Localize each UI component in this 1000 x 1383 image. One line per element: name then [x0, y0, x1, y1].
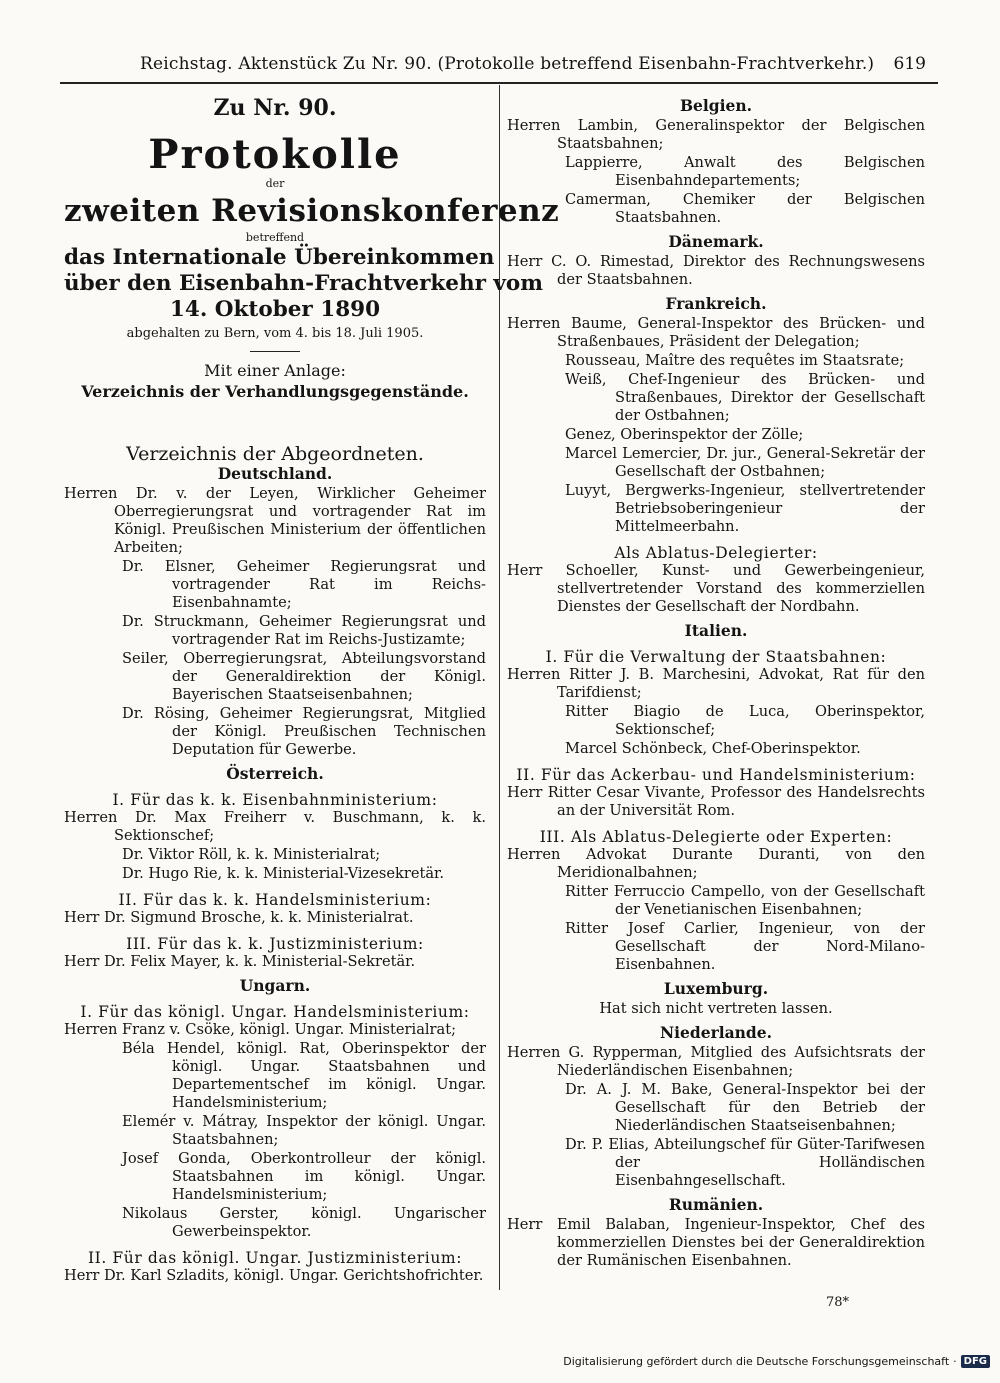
delegate-entry: Dr. Struckmann, Geheimer Regierungsrat und vortragender Rat im Reichs-Justizamte; [122, 613, 486, 648]
delegate-entry: Marcel Lemercier, Dr. jur., General-Sekretär der Gesellschaft der Ostbahnen; [565, 445, 925, 480]
column-divider [499, 85, 500, 1290]
delegate-entry: Herr Dr. Sigmund Brosche, k. k. Ministerialrat. [64, 909, 414, 926]
page-number: 619 [893, 54, 926, 74]
header-text: Reichstag. Aktenstück Zu Nr. 90. (Protokolle betreffend Eisenbahn-Frachtverkehr.) [140, 54, 875, 74]
country-heading-luxembourg: Luxemburg. [663, 979, 769, 998]
conference-title: zweiten Revisionskonferenz [64, 193, 560, 229]
country-heading-austria: Österreich. [226, 764, 324, 783]
delegate-entry: Herren Advokat Durante Duranti, von den Meridionalbahnen; [507, 846, 925, 881]
delegate-entry: Seiler, Oberregierungsrat, Abteilungsvorstand der Generaldirektion der Königl. Bayerischen Staatseisenbahnen; [122, 650, 486, 703]
delegate-entry: Béla Hendel, königl. Rat, Oberinspektor der königl. Ungar. Staatsbahnen und Departementschef im königl. Ungar. Handelsministerium; [122, 1040, 486, 1111]
delegate-entry: Herr Ritter Cesar Vivante, Professor des Handelsrechts an der Universität Rom. [507, 784, 925, 819]
delegate-entry: Camerman, Chemiker der Belgischen Staatsbahnen. [565, 191, 925, 226]
delegate-entry: Dr. Hugo Rie, k. k. Ministerial-Vizesekretär. [122, 865, 445, 882]
country-heading-belgium: Belgien. [679, 96, 753, 115]
delegate-entry: Herr Schoeller, Kunst- und Gewerbeingenieur, stellvertretender Vorstand des kommerziellen Dienstes der Gesellschaft der Nordbahn. [507, 562, 925, 615]
title-der: der [265, 177, 285, 190]
delegate-entry: Lappierre, Anwalt des Belgischen Eisenbahndepartements; [565, 154, 925, 189]
separator-dot: · [953, 1355, 957, 1368]
delegate-entry: Ritter Biagio de Luca, Oberinspektor, Sektionschef; [565, 703, 925, 738]
country-heading-france: Frankreich. [665, 294, 767, 313]
delegate-entry: Nikolaus Gerster, königl. Ungarischer Gewerbeinspektor. [122, 1205, 486, 1240]
delegate-entry: Herren Dr. Max Freiherr v. Buschmann, k. k. Sektionschef; [64, 809, 486, 844]
ministry-heading: I. Für die Verwaltung der Staatsbahnen: [545, 648, 887, 666]
title-betreffend: betreffend [245, 231, 305, 244]
ministry-heading: I. Für das königl. Ungar. Handelsministerium: [80, 1003, 470, 1021]
ministry-heading: III. Als Ablatus-Delegierte oder Experten: [539, 828, 893, 846]
ministry-heading: II. Für das k. k. Handelsministerium: [118, 891, 432, 909]
delegate-entry: Herren Lambin, Generalinspektor der Belgischen Staatsbahnen; [507, 117, 925, 152]
ministry-heading: I. Für das k. k. Eisenbahnministerium: [112, 791, 438, 809]
ministry-heading: II. Für das königl. Ungar. Justizministerium: [87, 1249, 463, 1267]
footer-text: Digitalisierung gefördert durch die Deutsche Forschungsgemeinschaft [563, 1355, 950, 1368]
delegate-entry: Herr Emil Balaban, Ingenieur-Inspektor, Chef des kommerziellen Dienstes bei der Generaldirektion der Rumänischen Eisenbahnen. [507, 1216, 925, 1269]
delegate-entry: Dr. Rösing, Geheimer Regierungsrat, Mitglied der Königl. Preußischen Technischen Deputation für Gewerbe. [122, 705, 486, 758]
annex-title: Verzeichnis der Verhandlungsgegenstände. [81, 382, 469, 401]
delegate-entry: Dr. A. J. M. Bake, General-Inspektor bei der Gesellschaft für den Betrieb der Niederländischen Staatseisenbahnen; [565, 1081, 925, 1134]
delegates-list-title: Verzeichnis der Abgeordneten. [126, 443, 424, 465]
signature-mark: 78* [826, 1295, 850, 1310]
country-heading-italy: Italien. [684, 621, 748, 640]
delegate-entry: Herr Dr. Karl Szladits, königl. Ungar. Gerichtshofrichter. [64, 1267, 484, 1284]
title-divider [250, 351, 300, 352]
delegate-entry: Weiß, Chef-Ingenieur des Brücken- und Straßenbaues, Direktor der Gesellschaft der Ostbahnen; [565, 371, 925, 424]
delegate-role-heading: Als Ablatus-Delegierter: [614, 544, 818, 562]
digitization-footer [563, 1355, 990, 1368]
delegate-entry: Herr Dr. Felix Mayer, k. k. Ministerial-Sekretär. [64, 953, 416, 970]
delegate-entry: Herr C. O. Rimestad, Direktor des Rechnungswesens der Staatsbahnen. [507, 253, 925, 288]
right-column [507, 95, 925, 1271]
delegate-entry: Hat sich nicht vertreten lassen. [599, 1000, 833, 1017]
delegate-entry: Marcel Schönbeck, Chef-Oberinspektor. [565, 740, 861, 757]
country-heading-denmark: Dänemark. [668, 232, 764, 251]
delegate-entry: Genez, Oberinspektor der Zölle; [565, 426, 804, 443]
delegate-entry: Herren Franz v. Csöke, königl. Ungar. Ministerialrat; [64, 1021, 457, 1038]
left-column [64, 95, 560, 1286]
dfg-logo: DFG [961, 1355, 990, 1368]
delegate-entry: Herren Ritter J. B. Marchesini, Advokat, Rat für den Tarifdienst; [507, 666, 925, 701]
subject-line-1: das Internationale Übereinkommen [64, 245, 495, 270]
delegate-entry: Josef Gonda, Oberkontrolleur der königl. Staatsbahnen im königl. Ungar. Handelsministerium; [122, 1150, 486, 1203]
subject-date: 14. Oktober 1890 [169, 297, 381, 322]
country-heading-hungary: Ungarn. [239, 976, 311, 995]
subject-line-2: über den Eisenbahn-Frachtverkehr vom [64, 271, 544, 296]
delegate-entry: Ritter Josef Carlier, Ingenieur, von der Gesellschaft der Nord-Milano-Eisenbahnen. [565, 920, 925, 973]
delegate-entry: Rousseau, Maître des requêtes im Staatsrate; [565, 352, 905, 369]
delegate-entry: Herren G. Rypperman, Mitglied des Aufsichtsrats der Niederländischen Eisenbahnen; [507, 1044, 925, 1079]
delegate-entry: Luyyt, Bergwerks-Ingenieur, stellvertretender Betriebsoberingenieur der Mittelmeerbahn. [565, 482, 925, 535]
venue-line: abgehalten zu Bern, vom 4. bis 18. Juli 1905. [126, 326, 424, 341]
running-header [60, 54, 940, 80]
header-rule [60, 82, 938, 84]
document-number: Zu Nr. 90. [213, 95, 337, 121]
delegate-entry: Herren Dr. v. der Leyen, Wirklicher Geheimer Oberregierungsrat und vortragender Rat im Königl. Preußischen Ministerium der öffentlichen Arbeiten; [64, 485, 486, 556]
delegate-entry: Herren Baume, General-Inspektor des Brücken- und Straßenbaues, Präsident der Delegation; [507, 315, 925, 350]
delegate-entry: Dr. Viktor Röll, k. k. Ministerialrat; [122, 846, 381, 863]
country-heading-netherlands: Niederlande. [659, 1023, 773, 1042]
country-heading-germany: Deutschland. [217, 464, 333, 483]
ministry-heading: III. Für das k. k. Justizministerium: [126, 935, 424, 953]
country-heading-romania: Rumänien. [668, 1195, 764, 1214]
delegate-entry: Ritter Ferruccio Campello, von der Gesellschaft der Venetianischen Eisenbahnen; [565, 883, 925, 918]
ministry-heading: II. Für das Ackerbau- und Handelsministerium: [516, 766, 916, 784]
annex-label: Mit einer Anlage: [204, 361, 346, 380]
document-title: Protokolle [148, 131, 402, 178]
delegate-entry: Elemér v. Mátray, Inspektor der königl. Ungar. Staatsbahnen; [122, 1113, 486, 1148]
delegate-entry: Dr. Elsner, Geheimer Regierungsrat und vortragender Rat im Reichs-Eisenbahnamte; [122, 558, 486, 611]
delegate-entry: Dr. P. Elias, Abteilungschef für Güter-Tarifwesen der Holländischen Eisenbahngesellschaft. [565, 1136, 925, 1189]
